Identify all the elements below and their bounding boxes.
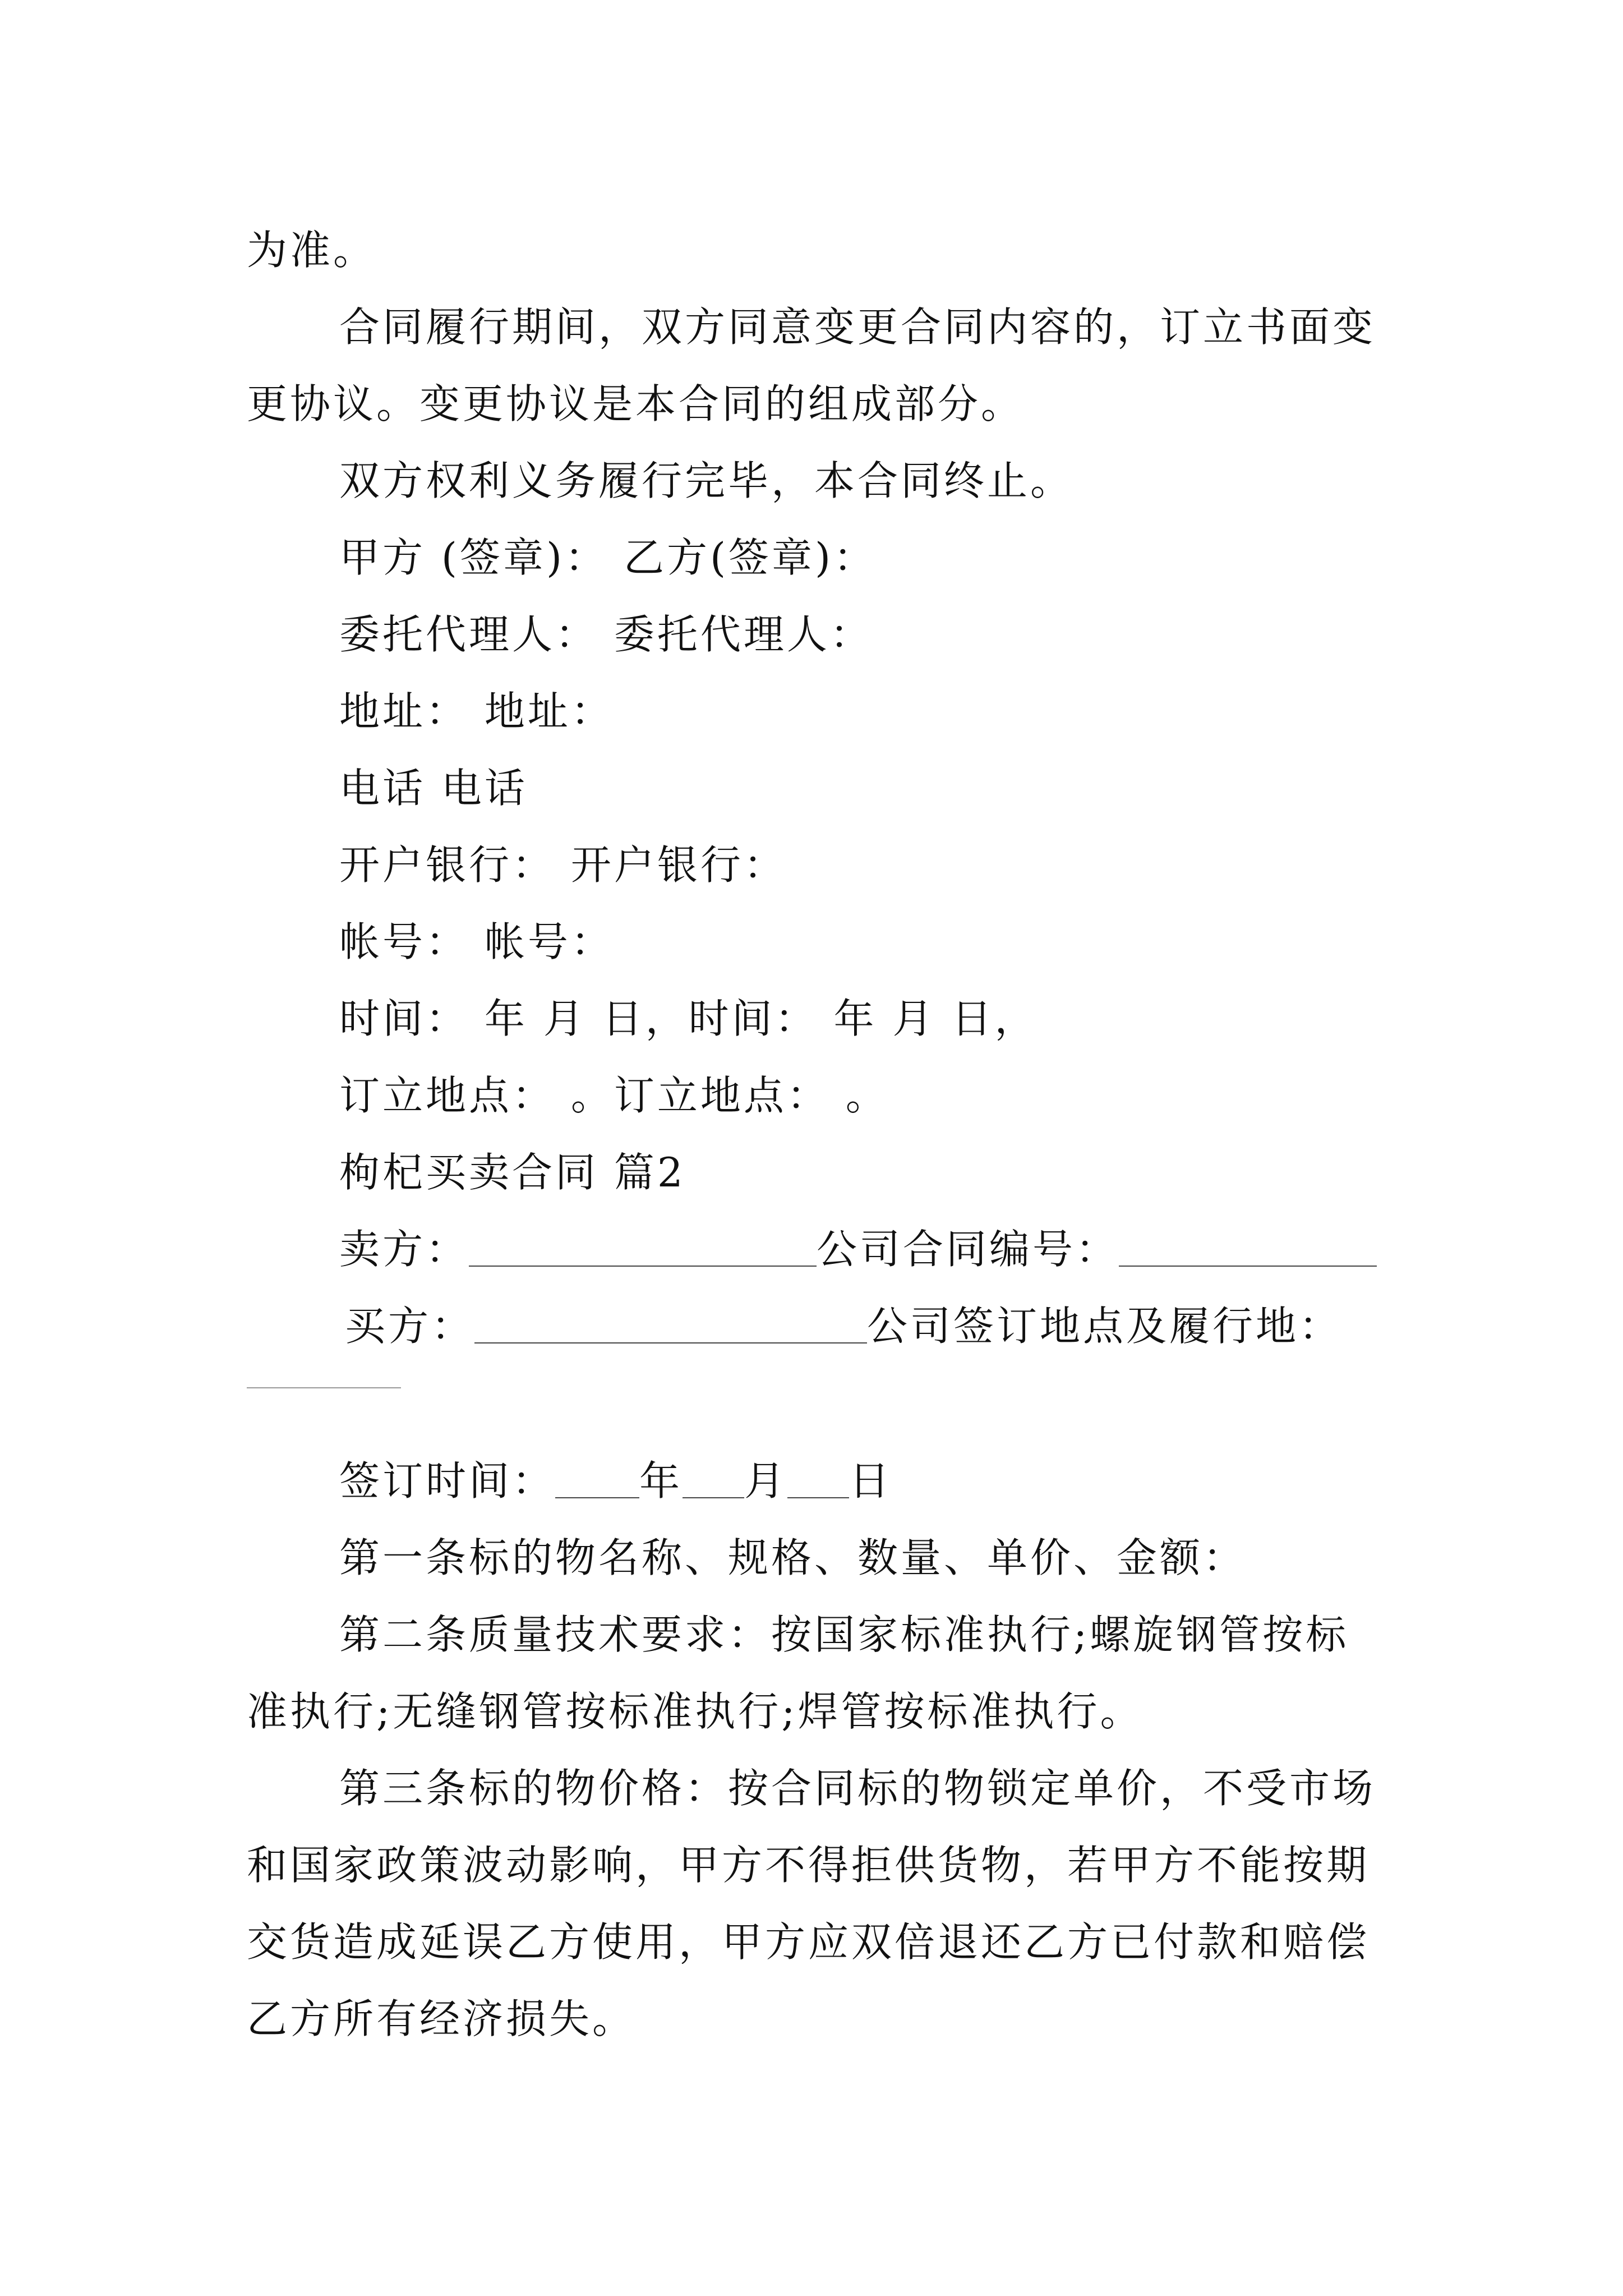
text-line: 更协议。变更协议是本合同的组成部分。 xyxy=(247,380,1025,427)
article-3-line-4: 乙方所有经济损失。 xyxy=(247,1995,636,2042)
year-blank xyxy=(555,1457,639,1498)
document-body xyxy=(247,212,1391,2058)
month-blank xyxy=(683,1457,744,1498)
article-3-line-1: 第三条标的物价格：按合同标的物锁定单价，不受市场 xyxy=(339,1765,1376,1812)
article-3-line-2: 和国家政策波动影响，甲方不得拒供货物，若甲方不能按期 xyxy=(247,1842,1370,1889)
agent-line: 委托代理人： 委托代理人： xyxy=(339,611,873,658)
place-line: 订立地点： 。订立地点： 。 xyxy=(339,1072,889,1119)
month-label: 月 xyxy=(744,1457,788,1504)
place-blank xyxy=(247,1365,401,1388)
day-blank xyxy=(787,1457,849,1498)
bank-line: 开户银行： 开户银行： xyxy=(339,841,787,889)
article-2-line-2: 准执行;无缝钢管按标准执行;焊管按标准执行。 xyxy=(247,1688,1144,1735)
year-label: 年 xyxy=(639,1457,683,1504)
section-heading: 枸杞买卖合同 篇2 xyxy=(339,1149,686,1196)
sign-time-label: 签订时间： xyxy=(339,1457,556,1504)
day-label: 日 xyxy=(849,1457,893,1504)
text-line: 为准。 xyxy=(247,227,377,274)
account-line: 帐号： 帐号： xyxy=(339,918,614,965)
buyer-company-label: 公司签订地点及履行地： xyxy=(867,1303,1343,1350)
article-3-line-3: 交货造成延误乙方使用，甲方应双倍退还乙方已付款和赔偿 xyxy=(247,1918,1370,1966)
seller-label: 卖方： xyxy=(339,1226,469,1273)
buyer-label: 买方： xyxy=(345,1303,475,1350)
text-line: 双方权利义务履行完毕，本合同终止。 xyxy=(339,457,1074,504)
address-line: 地址： 地址： xyxy=(339,688,614,735)
article-1: 第一条标的物名称、规格、数量、单价、金额： xyxy=(339,1534,1247,1581)
signature-party-line: 甲方 (签章)： 乙方(签章)： xyxy=(339,534,877,581)
sign-time-line xyxy=(247,1443,1391,1520)
phone-line: 电话 电话 xyxy=(339,765,528,812)
buyer-blank xyxy=(474,1302,867,1343)
text-line: 合同履行期间，双方同意变更合同内容的，订立书面变 xyxy=(339,303,1376,351)
buyer-line xyxy=(247,1288,1391,1365)
seller-line xyxy=(247,1211,1391,1288)
contract-number-blank xyxy=(1119,1225,1377,1267)
article-2-line-1: 第二条质量技术要求：按国家标准执行;螺旋钢管按标 xyxy=(339,1611,1349,1658)
seller-company-label: 公司合同编号： xyxy=(817,1226,1119,1273)
seller-blank xyxy=(469,1225,817,1267)
date-line: 时间： 年 月 日，时间： 年 月 日， xyxy=(339,995,1038,1042)
